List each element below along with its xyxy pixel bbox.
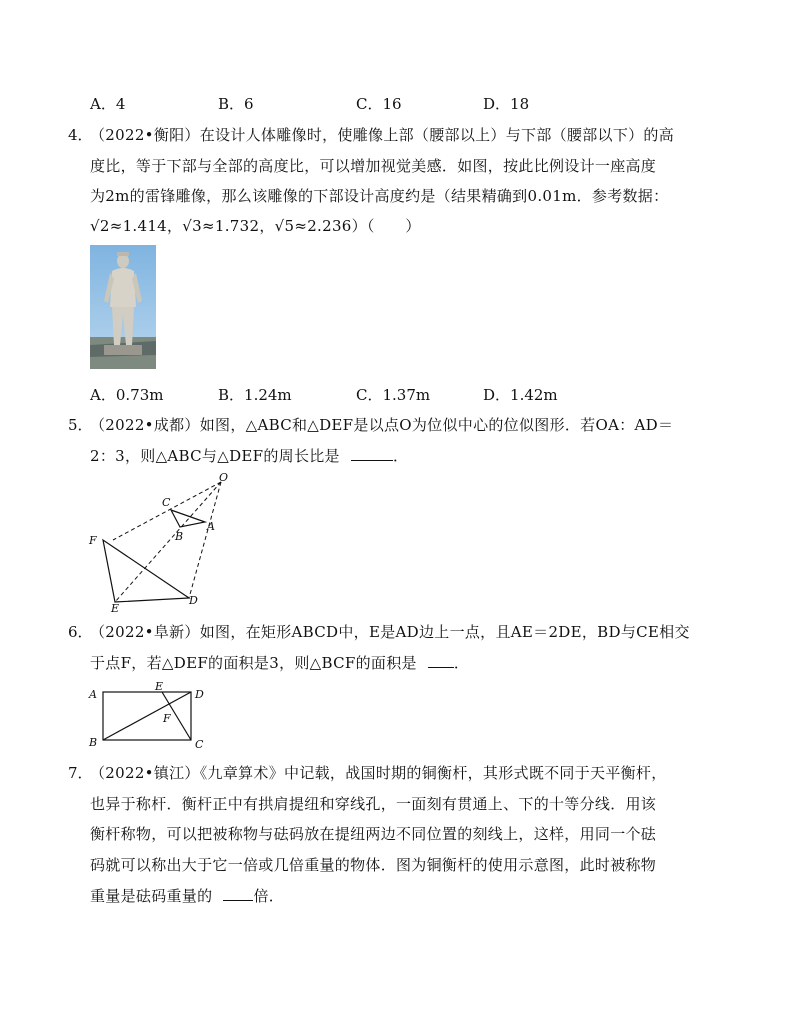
q6-number: 6． [68,623,93,641]
q6-line-2-text: 于点F，若△DEF的面积是3，则△BCF的面积是 [90,654,417,672]
q7-line-5 [90,885,284,906]
label-b: B [175,530,184,543]
q7-line-5-text: 重量是砝码重量的 [90,887,213,905]
q4-option-d: D．1.42m [483,386,558,404]
statue-photo [90,245,156,369]
q4-line-4: √2≈1.414，√3≈1.732，√5≈2.236）（ ） [90,217,421,235]
label-d: D [195,688,204,701]
label-d: D [189,594,198,607]
triangle-def [103,540,189,602]
label-b: B [89,736,98,749]
label-a: A [89,688,97,701]
q5-similar-triangles-figure [85,470,245,615]
q4-option-c: C．1.37m [356,386,431,404]
q4-number: 4． [68,126,93,144]
label-f: F [89,534,97,547]
q7-line-3: 衡杆称物，可以把被称物与砝码放在提纽两边不同位置的刻线上，这样，用同一个砝 [90,825,657,843]
q7-line-1: （2022•镇江）《九章算术》中记载，战国时期的铜衡杆，其形式既不同于天平衡杆， [90,764,667,782]
q4-line-3: 为2m的雷锋雕像，那么该雕像的下部设计高度约是（结果精确到0.01m．参考数据： [90,187,669,205]
q6-line-1: （2022•阜新）如图，在矩形ABCD中，E是AD边上一点，且AE＝2DE，BD与CE相交 [90,623,690,641]
q7-line-4: 码就可以称出大于它一倍或几倍重量的物体．图为铜衡杆的使用示意图，此时被称物 [90,856,657,874]
line-of [113,482,221,540]
label-e: E [155,680,164,693]
q5-line-2-end: ． [392,447,409,465]
q6-answer-blank[interactable] [428,653,454,668]
q3-option-d: D．18 [483,95,530,113]
label-o: O [219,471,229,484]
q6-rectangle-figure [85,680,215,752]
q4-line-1: （2022•衡阳）在设计人体雕像时，使雕像上部（腰部以上）与下部（腰部以下）的高 [90,126,675,144]
q7-line-2: 也异于称杆．衡杆正中有拱肩提纽和穿线孔，一面刻有贯通上、下的十等分线．用该 [90,795,657,813]
q5-line-1: （2022•成都）如图，△ABC和△DEF是以点O为位似中心的位似图形．若OA：AD＝ [90,416,674,434]
q5-number: 5． [68,416,93,434]
q4-line-2: 度比，等于下部与全部的高度比，可以增加视觉美感．如图，按此比例设计一座高度 [90,157,657,175]
label-c: C [195,738,204,751]
q5-line-2 [90,445,408,466]
label-e: E [111,602,120,615]
q3-option-b: B．6 [218,95,254,113]
label-f: F [163,712,171,725]
label-a: A [207,520,215,533]
q6-line-2-end: ． [453,654,470,672]
q7-line-5-end: 倍． [253,887,285,905]
q4-option-b: B．1.24m [218,386,292,404]
q3-option-a: A．4 [90,95,126,113]
triangle-abc [171,510,205,527]
q7-answer-blank[interactable] [223,886,253,901]
q3-option-c: C．16 [356,95,402,113]
diagonal-bd [103,692,191,740]
q7-number: 7． [68,764,93,782]
q5-answer-blank[interactable] [351,446,393,461]
q5-line-2-text: 2：3，则△ABC与△DEF的周长比是 [90,447,340,465]
label-c: C [162,496,171,509]
q4-option-a: A．0.73m [90,386,164,404]
q6-line-2 [90,652,469,673]
